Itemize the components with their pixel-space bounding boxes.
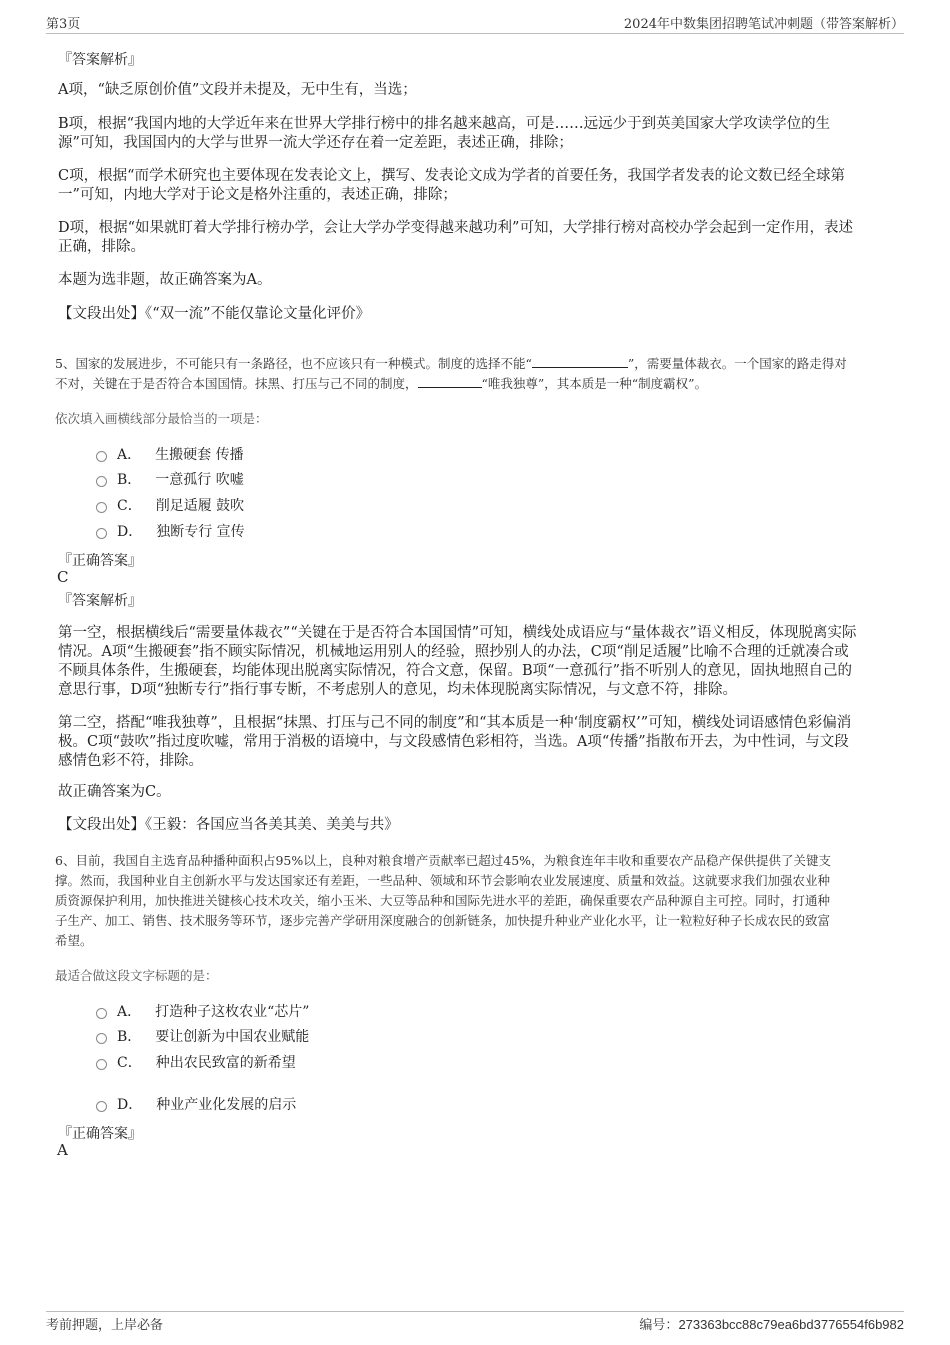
- radio-icon[interactable]: [96, 1033, 107, 1044]
- q5-analysis-p2-line1: 第二空，搭配“唯我独尊”，且根据“抹黑、打压与己不同的制度”和“其本质是一种‘制度霸权’”可知，横线处词语感情色彩偏消: [58, 715, 852, 731]
- q6-answer: A: [57, 1141, 68, 1159]
- page-footer: [46, 1314, 904, 1334]
- q5-answer: C: [57, 568, 69, 586]
- q5-stem-text: 不对，关键在于是否符合本国国情。抹黑、打压与己不同的制度，: [55, 376, 418, 391]
- option-letter: A．: [117, 447, 142, 463]
- option-text: 要让创新为中国农业赋能: [155, 1029, 310, 1045]
- q6-stem-line4: 子生产、加工、销售、技术服务等环节，逐步完善产学研用深度融合的创新链条，加快提升种业产业化水平，让一粒粒好种子长成农民的致富: [55, 913, 831, 928]
- q6-answer-label: 『正确答案』: [58, 1126, 142, 1142]
- q5-stem-line2: [55, 374, 900, 393]
- option-letter: D．: [117, 1097, 143, 1113]
- radio-icon[interactable]: [96, 451, 107, 462]
- q5-source: 【文段出处】《王毅：各国应当各美其美、美美与共》: [58, 817, 399, 833]
- q6-stem-line5: 希望。: [55, 933, 93, 948]
- option-letter: A．: [117, 1004, 142, 1020]
- q6-stem-line2: 撑。然而，我国种业自主创新水平与发达国家还有差距，一些品种、领域和环节会影响农业发展速度、质量和效益。这就要求我们加强农业种: [55, 873, 831, 888]
- q5-blank-2: [418, 375, 482, 388]
- q5-conclusion: 故正确答案为C。: [58, 784, 171, 800]
- q5-answer-label: 『正确答案』: [58, 553, 142, 569]
- q5-option-c[interactable]: [96, 495, 244, 515]
- q6-option-a[interactable]: [96, 1001, 309, 1021]
- footer-divider: [46, 1311, 904, 1312]
- q4-analysis-a: A项，“缺乏原创价值”文段并未提及，无中生有，当选；: [58, 82, 417, 98]
- q5-stem-text: ”，需要量体裁衣。一个国家的路走得对: [627, 356, 847, 371]
- option-text: 独断专行 宣传: [156, 524, 245, 540]
- q6-option-b[interactable]: [96, 1026, 309, 1046]
- option-text: 种业产业化发展的启示: [156, 1097, 297, 1113]
- option-text: 生搬硬套 传播: [155, 447, 244, 463]
- q5-blank-1: [532, 355, 628, 368]
- q4-source: 【文段出处】《“双一流”不能仅靠论文量化评价》: [58, 306, 371, 322]
- q5-stem-text: 5、国家的发展进步，不可能只有一条路径，也不应该只有一种模式。制度的选择不能“: [55, 356, 532, 371]
- q4-analysis-b-line2: 源”可知，我国国内的大学与世界一流大学还存在着一定差距，表述正确，排除；: [58, 135, 573, 151]
- q5-analysis-p1-line1: 第一空，根据横线后“需要量体裁衣”“关键在于是否符合本国国情”可知，横线处成语应与“量体裁衣”语义相反，体现脱离实际: [58, 625, 857, 641]
- page-header: [46, 13, 904, 33]
- option-text: 种出农民致富的新希望: [155, 1055, 296, 1071]
- q5-analysis-p2-line3: 感情色彩不符，排除。: [58, 753, 203, 769]
- radio-icon[interactable]: [96, 1059, 107, 1070]
- radio-icon[interactable]: [96, 476, 107, 487]
- header-divider: [46, 33, 904, 34]
- document-title: 2024年中数集团招聘笔试冲刺题（带答案解析）: [623, 17, 904, 32]
- q4-conclusion: 本题为选非题，故正确答案为A。: [58, 272, 272, 288]
- q5-analysis-p1-line4: 意思行事，D项“独断专行”指行事专断，不考虑别人的意见，均未体现脱离实际情况，与文意不符，排除。: [58, 682, 737, 698]
- radio-icon[interactable]: [96, 502, 107, 513]
- footer-slogan: 考前押题，上岸必备: [46, 1318, 164, 1333]
- q5-analysis-label: 『答案解析』: [58, 593, 142, 609]
- q5-option-d[interactable]: [96, 521, 245, 541]
- q5-analysis-p1-line2: 情况。A项“生搬硬套”指不顾实际情况，机械地运用别人的经验，照抄别人的办法，C项“削足适履”比喻不合理的迁就凑合或: [58, 644, 849, 660]
- radio-icon[interactable]: [96, 1008, 107, 1019]
- footer-code-value: 273363bcc88c79ea6bd3776554f6b982: [678, 1317, 904, 1332]
- page-number: 第3页: [46, 17, 81, 32]
- q5-analysis-p1-line3: 不顾具体条件，生搬硬套，均能体现出脱离实际情况，符合文意，保留。B项“一意孤行”指不听别人的意见，固执地照自己的: [58, 663, 852, 679]
- option-text: 削足适履 鼓吹: [155, 498, 245, 514]
- option-text: 打造种子这枚农业“芯片”: [155, 1004, 310, 1020]
- q5-stem-text: “唯我独尊”，其本质是一种“制度霸权”。: [481, 376, 708, 391]
- q5-option-a[interactable]: [96, 444, 244, 464]
- radio-icon[interactable]: [96, 1101, 107, 1112]
- q5-ask: 依次填入画横线部分最恰当的一项是：: [55, 411, 268, 426]
- option-letter: B．: [117, 472, 142, 488]
- footer-code-label: 编号：: [639, 1318, 679, 1333]
- q4-analysis-c-line2: 一”可知，内地大学对于论文是格外注重的，表述正确，排除；: [58, 187, 457, 203]
- option-letter: B．: [117, 1029, 142, 1045]
- option-letter: C．: [117, 1055, 142, 1071]
- footer-code: [639, 1314, 904, 1333]
- q5-analysis-p2-line2: 极。C项“鼓吹”指过度吹嘘，常用于消极的语境中，与文段感情色彩相符，当选。A项“传播”指散布开去，为中性词，与文段: [58, 734, 849, 750]
- q6-option-d[interactable]: [96, 1094, 296, 1114]
- q4-analysis-d-line1: D项，根据“如果就盯着大学排行榜办学，会让大学办学变得越来越功利”可知，大学排行榜对高校办学会起到一定作用，表述: [58, 220, 853, 236]
- q6-stem-line1: 6、目前，我国自主选育品种播种面积占95%以上，良种对粮食增产贡献率已超过45%，为粮食连年丰收和重要农产品稳产保供提供了关键支: [55, 853, 832, 868]
- option-letter: C．: [117, 498, 142, 514]
- q6-option-c[interactable]: [96, 1052, 296, 1072]
- q4-analysis-d-line2: 正确，排除。: [58, 239, 145, 255]
- option-letter: D．: [117, 524, 143, 540]
- q6-ask: 最适合做这段文字标题的是：: [55, 968, 218, 983]
- q4-analysis-c-line1: C项，根据“而学术研究也主要体现在发表论文上，撰写、发表论文成为学者的首要任务，我国学者发表的论文数已经全球第: [58, 168, 846, 184]
- q4-analysis-b-line1: B项，根据“我国内地的大学近年来在世界大学排行榜中的排名越来越高，可是……远远少于到英美国家大学攻读学位的生: [58, 116, 831, 132]
- q6-stem-line3: 质资源保护利用，加快推进关键核心技术攻关，缩小玉米、大豆等品种和国际先进水平的差距，确保重要农产品种源自主可控。同时，打通种: [55, 893, 831, 908]
- option-text: 一意孤行 吹嘘: [155, 472, 244, 488]
- radio-icon[interactable]: [96, 528, 107, 539]
- q4-analysis-label: 『答案解析』: [58, 52, 142, 68]
- q5-option-b[interactable]: [96, 469, 244, 489]
- q5-stem-line1: [55, 354, 900, 373]
